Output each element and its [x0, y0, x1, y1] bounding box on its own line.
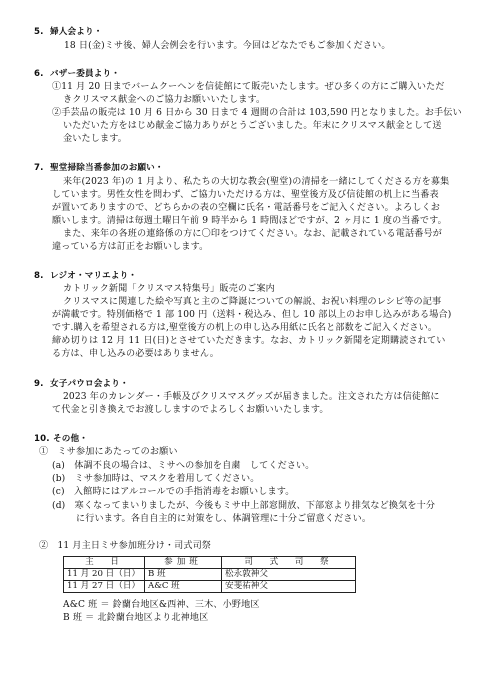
group-note-b: B 班 ＝ 北鈴蘭台地区より北神地区: [63, 613, 209, 623]
section-10-item-c: (c) 入館時にはアルコールでの手指消毒をお願いします。: [52, 487, 295, 497]
section-10-item-d-cont: に行います。各自自主的に対策をし、体調管理に十分ご留意ください。: [76, 514, 372, 524]
section-10-item-a: (a) 体調不良の場合は、ミサへの参加を自粛 してください。: [52, 461, 315, 471]
section-number: 9.: [34, 379, 44, 389]
section-title: その他・: [53, 434, 88, 444]
section-number: 7.: [34, 163, 44, 173]
table-cell: 11 月 27 日（日）: [64, 581, 145, 593]
section-title: 聖堂掃除当番参加のお願い・: [50, 163, 164, 173]
section-8-line: カトリック新聞「クリスマス特集号」販売のご案内: [63, 284, 275, 294]
table-row: [64, 581, 356, 593]
mass-schedule-table: [63, 556, 356, 593]
section-title: 女子パウロ会より・: [50, 379, 129, 389]
section-title: バザー委員より・: [50, 69, 120, 79]
section-6-line: ①11 月 20 日までバームクーヘンを信徒館にて販売いたします。ぜひ多くの方にご購入いただ: [52, 82, 445, 92]
section-7-line: が置いてありますので、どちらかの表の空欄に氏名・電話番号をご記入ください。よろしくお: [52, 203, 441, 213]
section-10-item-1: ① ミサ参加にあたってのお願い: [39, 447, 178, 457]
section-number: 8.: [34, 271, 44, 281]
section-7-heading: [34, 163, 164, 174]
section-6-line: ②手芸品の販売は 10 月 6 日から 30 日まで 4 週間の合計は 103,590 円となりました。お手伝い: [52, 108, 462, 118]
section-title: レジオ・マリエより・: [50, 271, 138, 281]
section-7-line: 願いします。清掃は毎週土曜日午前 9 時半から 1 時間ほどですが、2 ヶ月に 1 度の当番です。: [52, 216, 447, 226]
section-8-line: が満載です。特別価格で 1 部 100 円（送料・税込み、但し 10 部以上のお申し込みがある場合): [52, 310, 452, 320]
table-header: 主 日: [64, 557, 145, 569]
table-cell: 安斐祐神父: [222, 581, 356, 593]
section-number: 5.: [34, 27, 44, 37]
section-10-heading: [34, 434, 88, 445]
table-header: 司 式 司 祭: [222, 557, 356, 569]
table-cell: 11 月 20 日（日）: [64, 569, 145, 581]
section-10-item-2: ② 11 月主日ミサ参加班分け・司式司祭: [39, 541, 212, 551]
group-note-ac: A&C 班 ＝ 鈴蘭台地区&西神、三木、小野地区: [63, 600, 260, 610]
table-cell: 松永敦神父: [222, 569, 356, 581]
table-header-row: [64, 557, 356, 569]
section-7-line: 来年(2023 年)の 1 月より、私たちの大切な教会(聖堂)の清掃を一緒にしてくださる方を募集: [63, 177, 450, 187]
section-9-line: 2023 年のカレンダー・手帳及びクリスマスグッズが届きました。注文された方は信徒館に: [63, 392, 440, 402]
section-9-line: て代金と引き換えでお渡ししますのでよろしくお願いいたします。: [52, 405, 329, 415]
table-cell: B 班: [145, 569, 222, 581]
section-7-line: しています。男性女性を問わず、ご協力いただける方は、聖堂後方及び信徒館の机上に当番表: [52, 190, 439, 200]
section-7-line: また、来年の各班の連絡係の方に〇印をつけてください。なお、記載されている電話番号が: [63, 229, 442, 239]
section-8-heading: [34, 271, 137, 282]
table-cell: A&C 班: [145, 581, 222, 593]
section-7-line: 違っている方は訂正をお願いします。: [52, 242, 209, 252]
table-row: [64, 569, 356, 581]
section-5-heading: [34, 27, 102, 38]
section-10-item-b: (b) ミサ参加時は、マスクを着用してください。: [52, 474, 260, 484]
section-10-item-d: (d) 寒くなってまいりましたが、今後もミサ中上部窓開放、下部窓より排気など換気を十分: [52, 501, 436, 511]
section-number: 6.: [34, 69, 44, 79]
section-8-line: です.購入を希望される方は,聖堂後方の机上の申し込み用紙に氏名と部数をご記入ください。: [52, 323, 438, 333]
table-header: 参加班: [145, 557, 222, 569]
section-6-heading: [34, 69, 120, 80]
section-title: 婦人会より・: [50, 27, 103, 37]
section-5-text: 18 日(金)ミサ後、婦人会例会を行います。今回はどなたでもご参加ください。: [64, 41, 391, 51]
section-8-line: る方は、申し込みの必要はありません。: [52, 349, 219, 359]
section-6-line: いただいた方をはじめ献金ご協力ありがとうございました。年末にクリスマス献金として送: [63, 121, 442, 131]
section-number: 10.: [34, 434, 50, 444]
section-6-line: 金いたします。: [63, 134, 127, 144]
section-8-line: クリスマスに関連した絵や写真と主のご降誕についての解説、お祝い料理のレシピ等の記事: [63, 297, 442, 307]
section-9-heading: [34, 379, 129, 390]
section-8-line: 締め切りは 12 月 11 日(日)とさせていただきます。なお、カトリック新聞を定期購読されてい: [52, 336, 446, 346]
section-6-line: きクリスマス献金へのご協力お願いいたします。: [63, 95, 266, 105]
